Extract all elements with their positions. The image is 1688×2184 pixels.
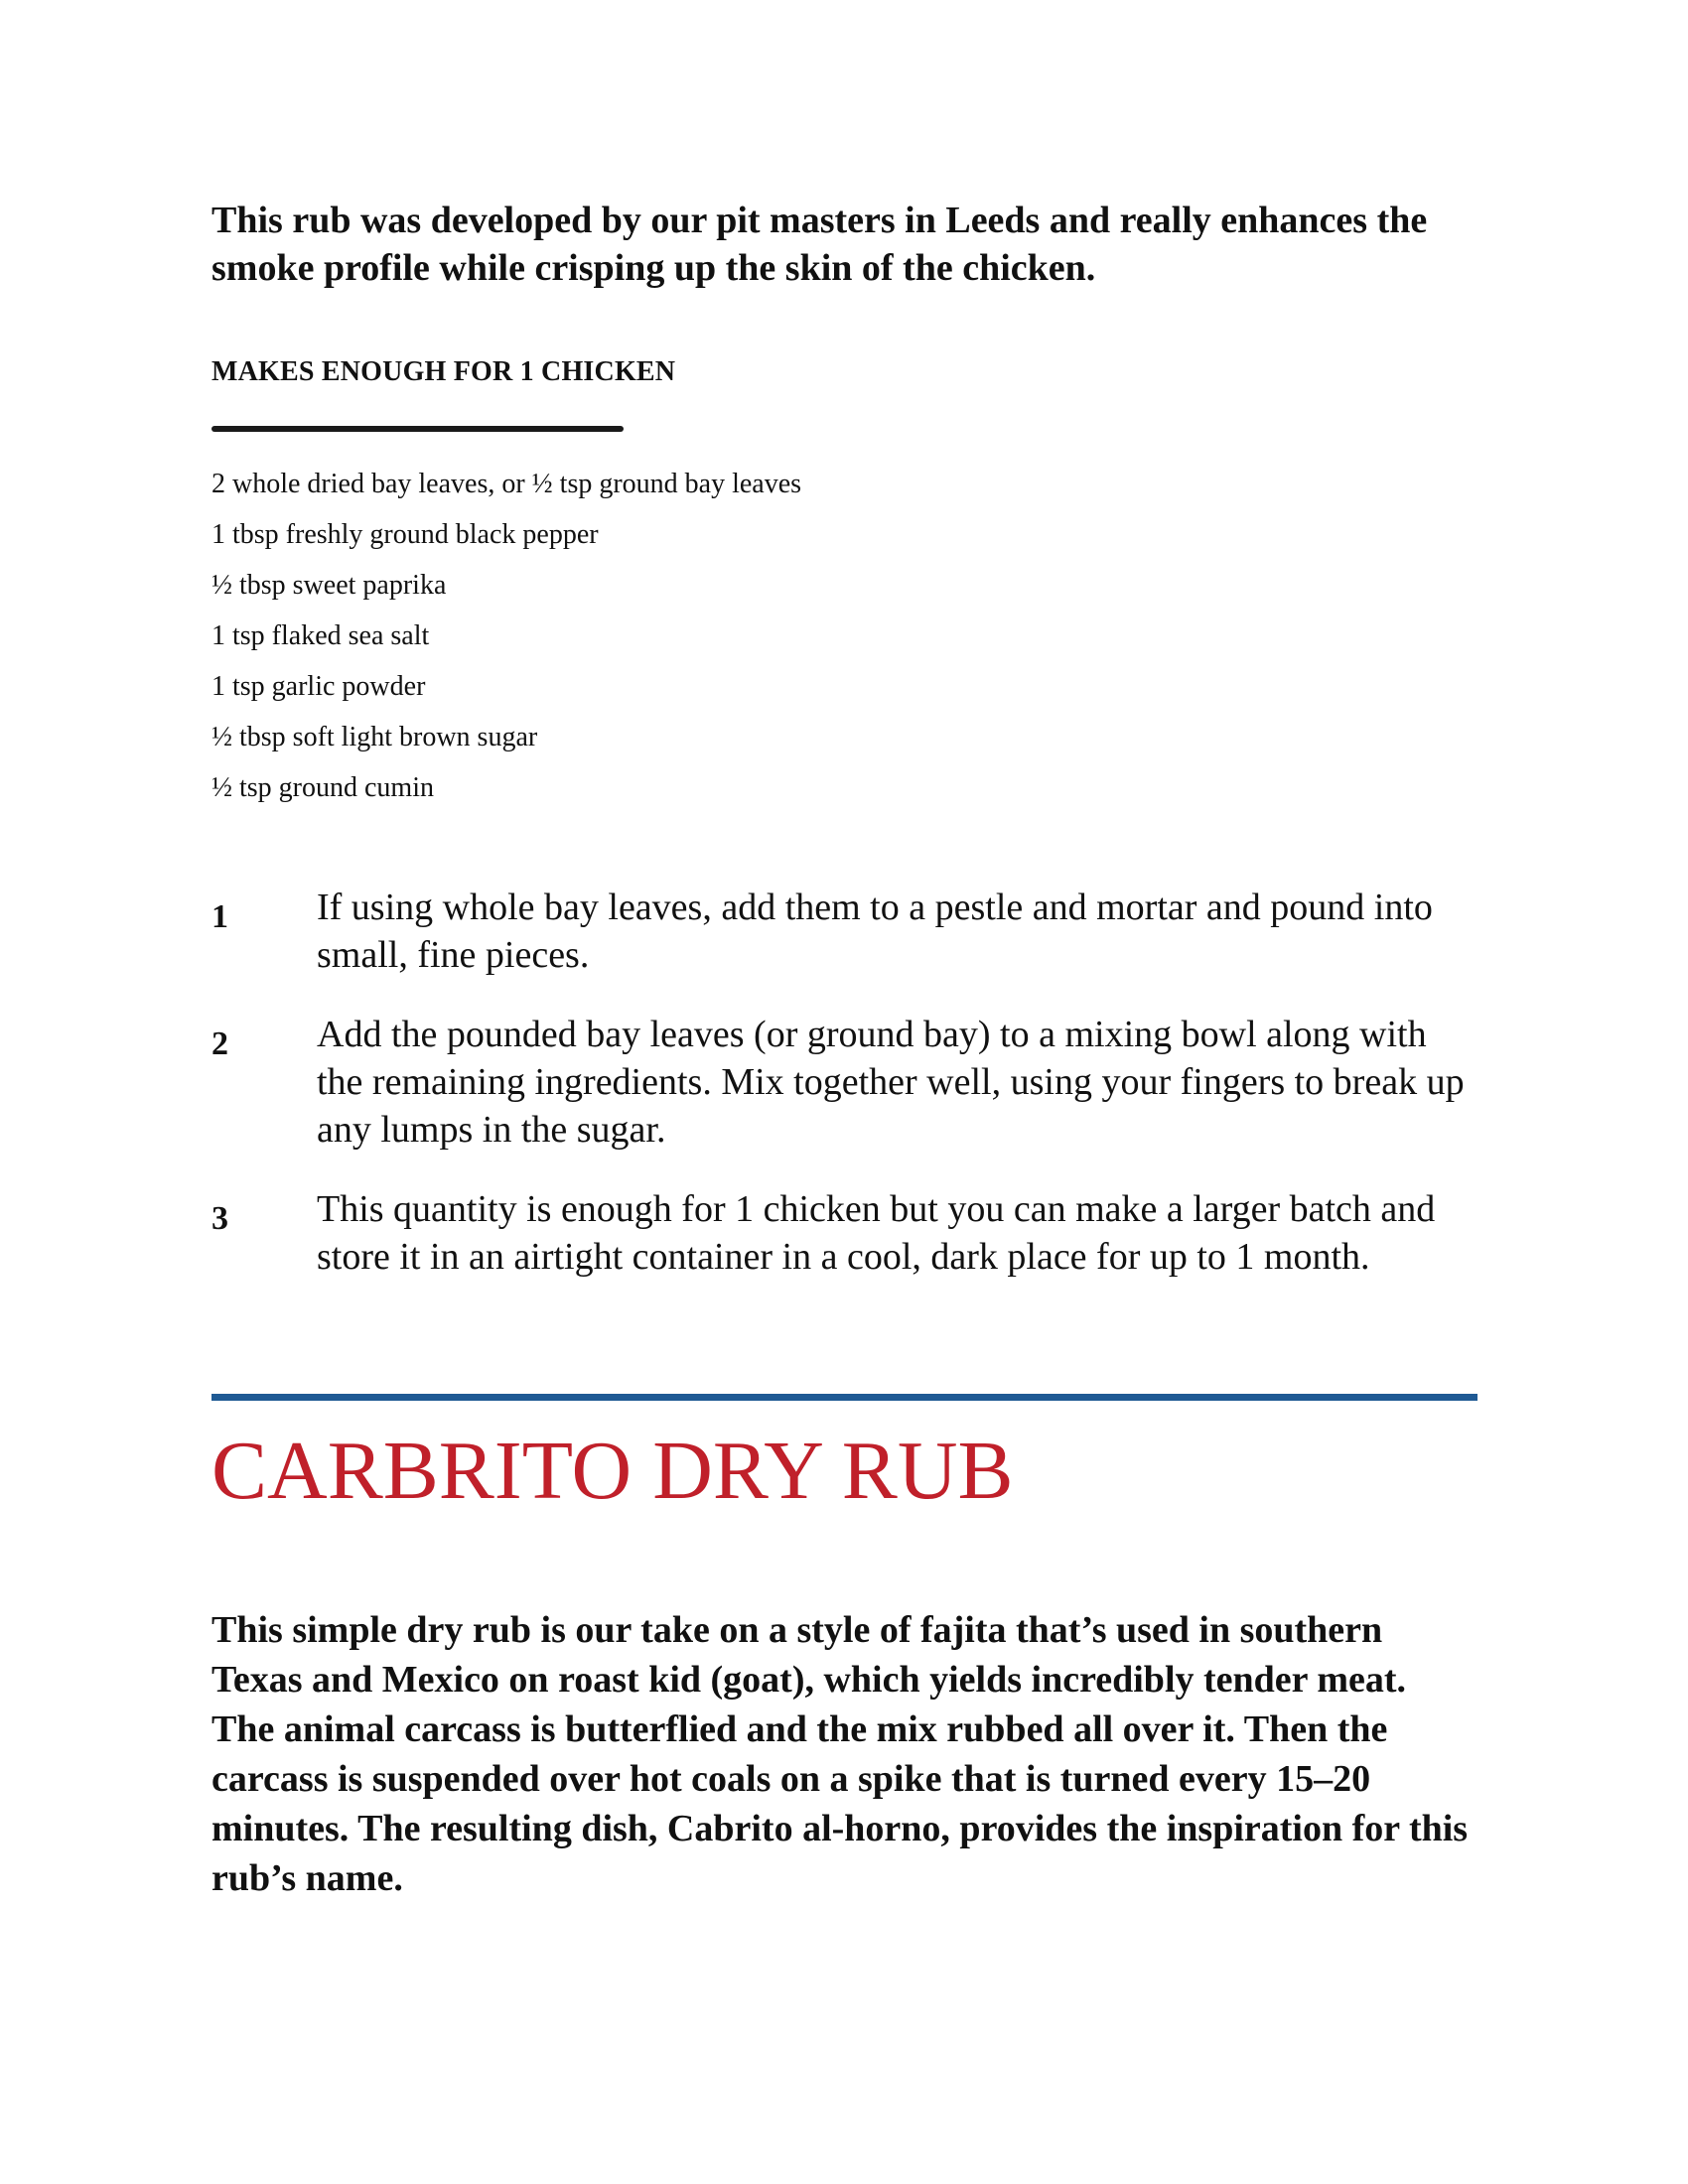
recipe-intro-second: This simple dry rub is our take on a style of fajita that’s used in southern Texas and Mexico on roast kid (goat), which yields incredibly tender meat. The animal carcass is butterflied and the mix rubbed all over it. Then the carcass is suspended over hot coals on a spike that is turned every 15–20 minutes. The resulting dish, Cabrito al-horno, provides the inspiration for this rub’s name. xyxy=(211,1609,1469,1899)
step-text: If using whole bay leaves, add them to a pestle and mortar and pound into small, fine pieces. xyxy=(317,887,1433,976)
ingredient-item: ½ tbsp sweet paprika xyxy=(211,570,447,601)
method-step xyxy=(211,1185,1477,1281)
method-step xyxy=(211,1011,1477,1154)
section-divider xyxy=(211,1394,1477,1401)
recipe-title: CARBRITO DRY RUB xyxy=(211,1425,1014,1517)
yield-heading: MAKES ENOUGH FOR 1 CHICKEN xyxy=(211,356,676,387)
ingredient-item: ½ tsp ground cumin xyxy=(211,772,434,803)
ingredient-item: ½ tbsp soft light brown sugar xyxy=(211,722,538,752)
method-step xyxy=(211,884,1477,979)
yield-divider xyxy=(211,426,624,432)
recipe-page xyxy=(211,0,1477,2184)
ingredient-item: 1 tsp garlic powder xyxy=(211,671,426,702)
step-number: 2 xyxy=(211,1025,228,1062)
step-number: 3 xyxy=(211,1200,228,1237)
step-text: This quantity is enough for 1 chicken but you can make a larger batch and store it in an airtight container in a cool, dark place for up to 1 month. xyxy=(317,1188,1436,1278)
ingredient-item: 2 whole dried bay leaves, or ½ tsp ground bay leaves xyxy=(211,469,802,499)
ingredient-item: 1 tbsp freshly ground black pepper xyxy=(211,519,599,550)
step-text: Add the pounded bay leaves (or ground bay) to a mixing bowl along with the remaining ingredients. Mix together well, using your fingers to break up any lumps in the sugar. xyxy=(317,1014,1465,1151)
method-steps xyxy=(211,884,1477,1312)
recipe-intro: This rub was developed by our pit masters in Leeds and really enhances the smoke profile while crisping up the skin of the chicken. xyxy=(211,200,1428,289)
step-number: 1 xyxy=(211,898,228,935)
ingredient-item: 1 tsp flaked sea salt xyxy=(211,620,430,651)
ingredient-list xyxy=(211,459,801,813)
